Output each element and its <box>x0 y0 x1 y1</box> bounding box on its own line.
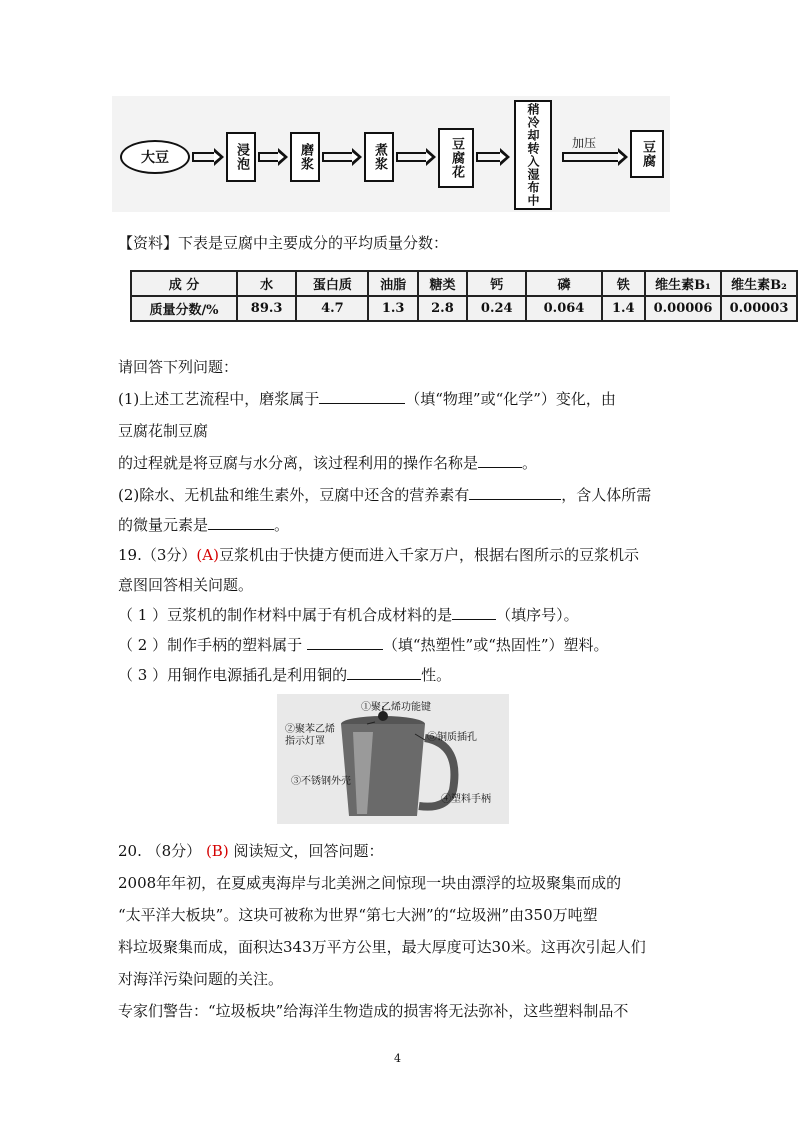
flow-arrow <box>322 152 352 162</box>
table-col-header: 油脂 <box>368 271 417 296</box>
flow-arrow <box>258 152 278 162</box>
passage-line: 料垃圾聚集而成，面积达343万平方公里，最大厚度可达30米。这再次引起人们 <box>118 938 646 956</box>
table-cell: 4.7 <box>296 296 368 321</box>
figure-label-2: ②聚苯乙烯指示灯罩 <box>285 724 335 747</box>
table-cell: 1.4 <box>602 296 645 321</box>
answer-blank[interactable] <box>208 515 274 530</box>
question-19-part-3 <box>118 664 451 685</box>
tofu-process-flowchart <box>112 96 670 212</box>
table-col-header: 维生素B₁ <box>645 271 721 296</box>
page-number: 4 <box>394 1052 401 1065</box>
table-cell: 0.00003 <box>721 296 797 321</box>
answer-blank[interactable] <box>347 665 421 680</box>
q19-3-text-post: 性。 <box>421 666 452 684</box>
q1a-text: (1)上述工艺流程中，磨浆属于 <box>118 390 320 408</box>
table-cell: 2.8 <box>418 296 467 321</box>
q20-body: 阅读短文，回答问题： <box>228 842 384 860</box>
table-col-header: 水 <box>237 271 296 296</box>
q19-head: 19.（3分） <box>118 546 197 564</box>
composition-table <box>130 270 798 322</box>
q19-1-text-post: （填序号）。 <box>496 606 579 624</box>
q19-2-text-post: （填“热塑性”或“热固性”）塑料。 <box>382 636 609 654</box>
figure-label-5: ⑤铜质插孔 <box>427 732 477 743</box>
q2b-text-post: 。 <box>274 516 290 534</box>
q19-tag: (A) <box>196 546 219 564</box>
flow-step-cool-cloth: 稍冷却转入湿布中 <box>514 100 552 210</box>
flow-press-label: 加压 <box>572 136 597 150</box>
table-value-label: 质量分数/% <box>131 296 237 321</box>
table-cell: 89.3 <box>237 296 296 321</box>
answer-blank[interactable] <box>478 453 522 468</box>
flow-step-tofu-curd: 豆腐花 <box>438 128 474 188</box>
table-col-header: 维生素B₂ <box>721 271 797 296</box>
table-row <box>131 296 797 321</box>
answer-blank[interactable] <box>469 485 561 500</box>
question-1-line-1 <box>118 388 616 409</box>
flow-arrow-press <box>562 152 618 162</box>
q1a-text-post: （填“物理”或“化学”）变化，由 <box>405 390 616 408</box>
flow-arrow <box>476 152 500 162</box>
question-20-heading <box>118 840 383 861</box>
table-col-header: 钙 <box>467 271 526 296</box>
soymilk-machine-figure <box>277 694 509 824</box>
q20-tag: (B) <box>205 842 229 860</box>
flow-step-grind: 磨浆 <box>290 132 320 182</box>
flow-step-boil: 煮浆 <box>364 132 394 182</box>
table-col-header: 糖类 <box>418 271 467 296</box>
table-col-header: 磷 <box>526 271 601 296</box>
flow-arrow <box>396 152 426 162</box>
table-col-header: 蛋白质 <box>296 271 368 296</box>
table-header-row <box>131 271 797 296</box>
question-1-line-2: 豆腐花制豆腐 <box>118 422 209 440</box>
table-col-header: 铁 <box>602 271 645 296</box>
passage-line: 对海洋污染问题的关注。 <box>118 970 284 988</box>
q1c-text: 的过程就是将豆腐与水分离，该过程利用的操作名称是 <box>118 454 479 472</box>
flow-end-tofu: 豆腐 <box>630 130 664 178</box>
passage-line: 2008年年初，在夏威夷海岸与北美洲之间惊现一块由漂浮的垃圾聚集而成的 <box>118 874 622 892</box>
q19-3-text: （ 3 ）用铜作电源插孔是利用铜的 <box>118 666 348 684</box>
question-19-part-1 <box>118 604 579 625</box>
q2a-text-post: ，含人体所需 <box>561 486 652 504</box>
question-19-part-2 <box>118 634 609 655</box>
material-intro: 【资料】下表是豆腐中主要成分的平均质量分数： <box>118 234 449 252</box>
q19-1-text: （ 1 ）豆浆机的制作材料中属于有机合成材料的是 <box>118 606 453 624</box>
question-prompt: 请回答下列问题： <box>118 358 239 376</box>
question-19-line-1 <box>118 544 639 565</box>
flow-arrow <box>192 152 214 162</box>
table-cell: 0.00006 <box>645 296 721 321</box>
question-2-line-1 <box>118 484 651 505</box>
figure-label-1: ①聚乙烯功能键 <box>361 702 431 713</box>
q19-body: 豆浆机由于快捷方便而进入千家万户，根据右图所示的豆浆机示 <box>218 546 639 564</box>
passage-line: “太平洋大板块”。这块可被称为世界“第七大洲”的“垃圾洲”由350万吨塑 <box>118 906 598 924</box>
table-cell: 0.24 <box>467 296 526 321</box>
q1c-text-post: 。 <box>522 454 538 472</box>
q2b-text: 的微量元素是 <box>118 516 209 534</box>
flow-start-soybean: 大豆 <box>120 140 190 174</box>
figure-label-3: ③不锈钢外壳 <box>291 776 351 787</box>
question-19-line-2: 意图回答相关问题。 <box>118 576 254 594</box>
q2a-text: (2)除水、无机盐和维生素外，豆腐中还含的营养素有 <box>118 486 470 504</box>
passage-line: 专家们警告：“垃圾板块”给海洋生物造成的损害将无法弥补，这些塑料制品不 <box>118 1002 629 1020</box>
q20-head: 20. （8分） <box>118 842 206 860</box>
table-cell: 1.3 <box>368 296 417 321</box>
answer-blank[interactable] <box>307 635 383 650</box>
table-cell: 0.064 <box>526 296 601 321</box>
table-header-label: 成 分 <box>131 271 237 296</box>
question-1-line-3 <box>118 452 537 473</box>
answer-blank[interactable] <box>452 605 496 620</box>
q19-2-text: （ 2 ）制作手柄的塑料属于 <box>118 636 307 654</box>
flow-step-soak: 浸泡 <box>226 132 256 182</box>
figure-label-4: ④塑料手柄 <box>441 794 491 805</box>
question-2-line-2 <box>118 514 289 535</box>
answer-blank[interactable] <box>319 389 405 404</box>
